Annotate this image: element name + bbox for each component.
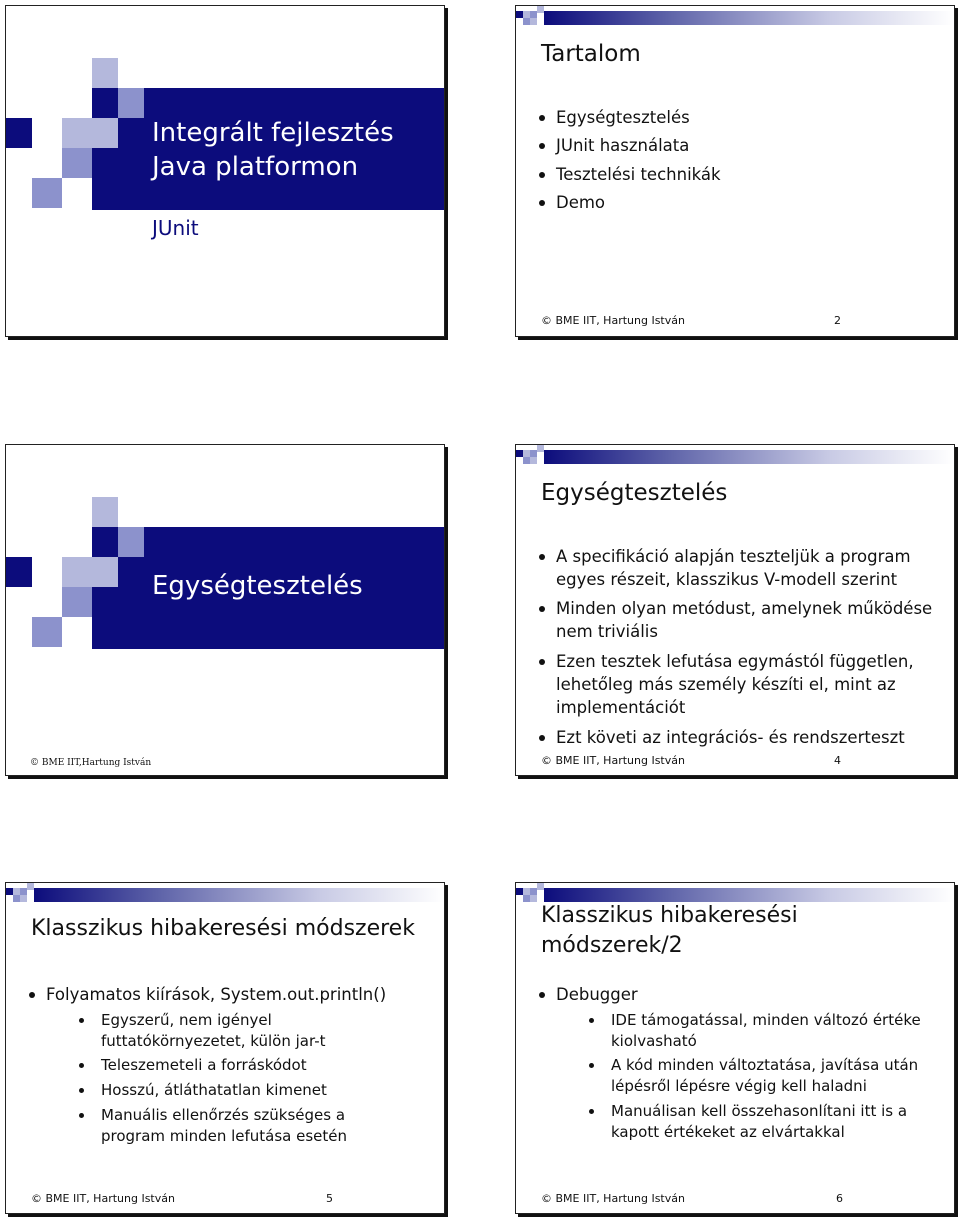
slide-5-sub-bullet: Hosszú, átláthatatlan kimenet	[101, 1080, 430, 1101]
slide-4-page-number: 4	[834, 754, 841, 767]
slide-3-title: Egységtesztelés	[152, 571, 363, 601]
slide-6-title-line2: módszerek/2	[541, 933, 683, 958]
deco-square	[523, 895, 530, 902]
slide-2-title: Tartalom	[541, 41, 641, 67]
slide-1-title-line2: Java platformon	[152, 152, 359, 182]
slide-4-bullet: Minden olyan metódust, amelynek működése nem triviális	[556, 597, 940, 643]
deco-square	[118, 527, 144, 557]
slide-3-section	[5, 444, 445, 776]
deco-square	[118, 88, 144, 118]
slide-3-footer: © BME IIT,Hartung István	[30, 758, 152, 768]
deco-square	[92, 557, 118, 587]
deco-gradient-bar	[544, 450, 954, 464]
deco-square	[516, 888, 523, 895]
slide-decoration	[516, 6, 954, 32]
deco-square	[92, 58, 118, 88]
deco-square	[537, 883, 544, 890]
deco-square	[523, 450, 530, 457]
slide-decoration	[516, 445, 954, 471]
deco-square	[530, 895, 537, 902]
deco-gradient-bar	[544, 11, 954, 25]
slide-5-sub-bullet: Manuális ellenőrzés szükséges a program minden lefutása esetén	[101, 1105, 374, 1147]
deco-square	[523, 18, 530, 25]
deco-square	[6, 557, 32, 587]
slide-6-sub-bullet: A kód minden változtatása, javítása után lépésről lépésre végig kell haladni	[611, 1055, 934, 1097]
deco-square	[530, 450, 537, 457]
slide-6-sub-bullet: IDE támogatással, minden változó értéke kiolvasható	[611, 1010, 940, 1052]
slide-4-bullet: Ezen tesztek lefutása egymástól független, lehetőleg más személy készíti el, mint az implementációt	[556, 650, 940, 719]
slide-6-bullet: Debugger	[556, 983, 940, 1006]
deco-square	[523, 11, 530, 18]
slide-6-sub-bullet: Manuálisan kell összehasonlítani itt is a kapott értékeket az elvártakkal	[611, 1101, 930, 1143]
deco-square	[62, 587, 92, 617]
deco-square	[62, 118, 92, 148]
deco-square	[32, 557, 62, 587]
slide-5-debug-methods	[5, 882, 445, 1214]
deco-square	[523, 888, 530, 895]
deco-square	[530, 457, 537, 464]
slide-4-title: Egységtesztelés	[541, 480, 728, 506]
deco-square	[516, 450, 523, 457]
deco-square	[20, 895, 27, 902]
slide-6-page-number: 6	[836, 1192, 843, 1205]
deco-square	[537, 445, 544, 452]
deco-square	[530, 888, 537, 895]
deco-square	[537, 6, 544, 13]
deco-square	[92, 118, 118, 148]
deco-square	[20, 888, 27, 895]
slide-1-title	[5, 5, 445, 337]
deco-square	[530, 11, 537, 18]
deco-square	[62, 557, 92, 587]
deco-square	[6, 118, 32, 148]
deco-square	[13, 888, 20, 895]
slide-5-page-number: 5	[326, 1192, 333, 1205]
deco-square	[530, 18, 537, 25]
slide-6-debug-methods-2	[515, 882, 955, 1214]
deco-square	[6, 888, 13, 895]
slide-4-bullet: Ezt követi az integrációs- és rendszerteszt	[556, 726, 940, 749]
slide-6-title-line1: Klasszikus hibakeresési	[541, 903, 798, 928]
slide-5-bullet: Folyamatos kiírások, System.out.println()	[46, 983, 430, 1006]
deco-square	[32, 118, 62, 148]
slide-4-unit-testing	[515, 444, 955, 776]
slide-2-bullet: Tesztelési technikák	[556, 163, 940, 186]
deco-square	[62, 617, 92, 647]
deco-square	[523, 457, 530, 464]
slide-1-subtitle: JUnit	[152, 216, 199, 240]
slide-5-sub-bullet: Egyszerű, nem igényel futtatókörnyezetet, külön jar-t	[101, 1010, 354, 1052]
deco-square	[32, 617, 62, 647]
deco-square	[27, 883, 34, 890]
slide-2-bullet: Egységtesztelés	[556, 106, 940, 129]
deco-square	[62, 148, 92, 178]
slide-5-footer: © BME IIT, Hartung István	[31, 1192, 175, 1205]
deco-gradient-bar	[34, 888, 444, 902]
slide-2-bullet: JUnit használata	[556, 134, 940, 157]
deco-square	[92, 497, 118, 527]
slide-5-title: Klasszikus hibakeresési módszerek	[31, 916, 415, 941]
slide-2-contents	[515, 5, 955, 337]
slide-2-bullet: Demo	[556, 191, 940, 214]
slide-2-footer: © BME IIT, Hartung István	[541, 314, 685, 327]
slide-decoration	[6, 883, 444, 909]
slide-1-title-line1: Integrált fejlesztés	[152, 118, 394, 148]
slide-4-bullet: A specifikáció alapján teszteljük a program egyes részeit, klasszikus V-modell szerint	[556, 545, 940, 591]
slide-5-sub-bullet: Teleszemeteli a forráskódot	[101, 1055, 430, 1076]
deco-square	[62, 178, 92, 208]
slide-2-page-number: 2	[834, 314, 841, 327]
deco-square	[516, 11, 523, 18]
deco-square	[13, 895, 20, 902]
deco-square	[32, 178, 62, 208]
slide-6-footer: © BME IIT, Hartung István	[541, 1192, 685, 1205]
slide-4-footer: © BME IIT, Hartung István	[541, 754, 685, 767]
